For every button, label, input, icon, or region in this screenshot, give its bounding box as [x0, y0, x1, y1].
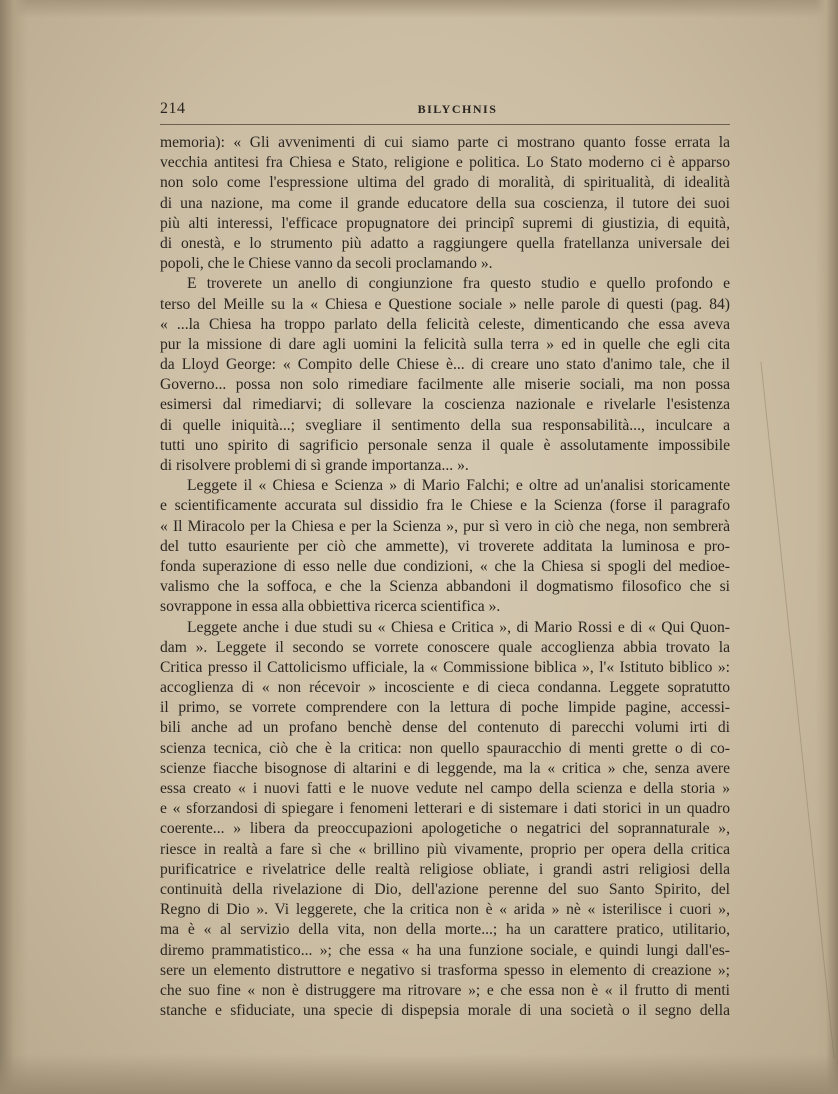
- page-edge-shading-left: [0, 0, 28, 1094]
- text-line: che suo fine « non è distruggere ma ritrovare »; e che essa non è « il frutto di menti: [160, 981, 730, 999]
- text-line: accoglienza di « non récevoir » incosciente e di cieca condanna. Leggete sopratutto: [160, 679, 730, 697]
- text-line: tutti uno spirito di sagrificio personale senza il quale è assolutamente impossibile: [160, 436, 730, 454]
- text-line: e scientificamente accurata sul dissidio fra le Chiese e la Scienza (forse il paragrafo: [160, 497, 730, 515]
- text-line: di risolvere problemi di sì grande importanza... ».: [160, 457, 469, 474]
- text-line: Critica presso il Cattolicismo ufficiale, la « Commissione biblica », l'« Istituto biblico »:: [160, 658, 730, 676]
- text-line: non solo come l'espressione ultima del grado di moralità, di spiritualità, di idealità: [160, 174, 730, 192]
- page-number: 214: [160, 100, 186, 117]
- text-line: ma è « al servizio della vita, non della morte...; ha un carattere pratico, utilitario,: [160, 921, 730, 939]
- text-line: pur la missione di dare agli uomini la felicità sulla terra » ed in quelle che egli cita: [160, 335, 730, 353]
- text-line: bili anche ad un profano benchè dense del contenuto di parecchi volumi irti di: [160, 719, 730, 737]
- text-line: sere un elemento distruttore e negativo si trasforma spesso in elemento di creazione »;: [160, 961, 730, 979]
- text-line: valismo che la soffoca, e che la Scienza abbandoni il dogmatismo filosofico che si: [160, 578, 730, 596]
- running-head: BILYCHNIS: [417, 102, 498, 116]
- text-line: fonda superazione di esso nelle due condizioni, « che la Chiesa si spogli del medioe-: [160, 557, 730, 575]
- text-line: di una nazione, ma come il grande educatore della sua coscienza, il tutore dei suoi: [160, 194, 730, 212]
- text-line: riesce in realtà a fare sì che « brillino più vivamente, proprio per opera della critica: [160, 840, 730, 858]
- text-line: scienza tecnica, ciò che è la critica: non quello spauracchio di menti grette o di co-: [160, 739, 730, 757]
- text-line: di onestà, e lo strumento più adatto a raggiungere quella fratellanza universale dei: [160, 234, 730, 252]
- text-line: esimersi dal rimediarvi; di sollevare la coscienza nazionale e rivelarle l'esistenza: [160, 396, 730, 414]
- text-line: scienze fiacche bisognose di altarini e di leggende, ma la « critica » che, senza avere: [160, 759, 730, 777]
- text-line: e « sforzandosi di spiegare i fenomeni letterari e di sistemare i dati storici in un quadro: [160, 800, 730, 818]
- text-line: purificatrice e rivelatrice delle realtà religiose obliate, i grandi astri religiosi della: [160, 860, 730, 878]
- text-line: del tutto esauriente per ciò che ammette), vi troverete additata la luminosa e pro-: [160, 537, 730, 555]
- text-line: essa creato « i nuovi fatti e le nuove vedute nel campo della scienza e della storia »: [160, 780, 730, 797]
- text-line: Governo... possa non solo rimediare facilmente alle miserie sociali, ma non possa: [160, 376, 730, 394]
- text-line: Leggete il « Chiesa e Scienza » di Mario Falchi; e oltre ad un'analisi storicamente: [187, 477, 730, 495]
- text-line: di quelle iniquità...; svegliare il sentimento della sua responsabilità..., inculcare a: [160, 416, 730, 434]
- text-line: coerente... » libera da preoccupazioni apologetiche o negatrici del soprannaturale »,: [160, 820, 730, 838]
- text-line: dam ». Leggete il secondo se vorrete conoscere quale accoglienza abbia trovato la: [160, 638, 730, 656]
- page-header: [160, 100, 705, 122]
- page-edge-shading-bottom: [0, 1054, 838, 1094]
- text-line: il primo, se vorrete comprendere con la lettura di poche limpide pagine, accessi-: [160, 699, 730, 717]
- text-line: terso del Meille su la « Chiesa e Questione sociale » nelle parole di questi (pag. 84): [160, 295, 730, 313]
- text-line: popoli, che le Chiese vanno da secoli proclamando ».: [160, 255, 493, 273]
- text-line: Leggete anche i due studi su « Chiesa e Critica », di Mario Rossi e di « Qui Quon-: [187, 618, 730, 636]
- text-line: stanche e sfiduciate, una specie di dispepsia morale di una società o il segno della: [160, 1002, 730, 1020]
- page-edge-shading-top: [0, 0, 838, 18]
- text-line: più alti interessi, l'efficace propugnatore dei principî supremi di giustizia, di equità,: [160, 214, 730, 232]
- text-line: continuità della rivelazione di Dio, dell'azione perenne del suo Santo Spirito, del: [160, 880, 730, 898]
- text-line: E troverete un anello di congiunzione fra questo studio e quello profondo e: [187, 275, 730, 293]
- header-rule: [160, 124, 730, 125]
- text-line: da Lloyd George: « Compito delle Chiese è... di creare uno stato d'animo tale, che il: [160, 356, 730, 374]
- text-line: vecchia antitesi fra Chiesa e Stato, religione e politica. Lo Stato moderno ci è apparso: [160, 154, 730, 172]
- text-line: « ...la Chiesa ha troppo parlato della felicità celeste, dimenticando che essa aveva: [160, 315, 730, 333]
- text-line: sovrappone in essa alla obbiettiva ricerca scientifica ».: [160, 598, 501, 616]
- text-line: diremo prammatistico... »; che essa « ha una funzione sociale, e quindi lungi dall'es-: [160, 941, 730, 959]
- text-line: « Il Miracolo per la Chiesa e per la Scienza », pur sì vero in ciò che nega, non sembrerà: [160, 517, 730, 535]
- text-line: Regno di Dio ». Vi leggerete, che la critica non è « arida » nè « isterilisce i cuori »,: [160, 901, 730, 919]
- text-line: memoria): « Gli avvenimenti di cui siamo parte ci mostrano quanto fosse errata la: [160, 134, 730, 151]
- body-text: [160, 133, 730, 1021]
